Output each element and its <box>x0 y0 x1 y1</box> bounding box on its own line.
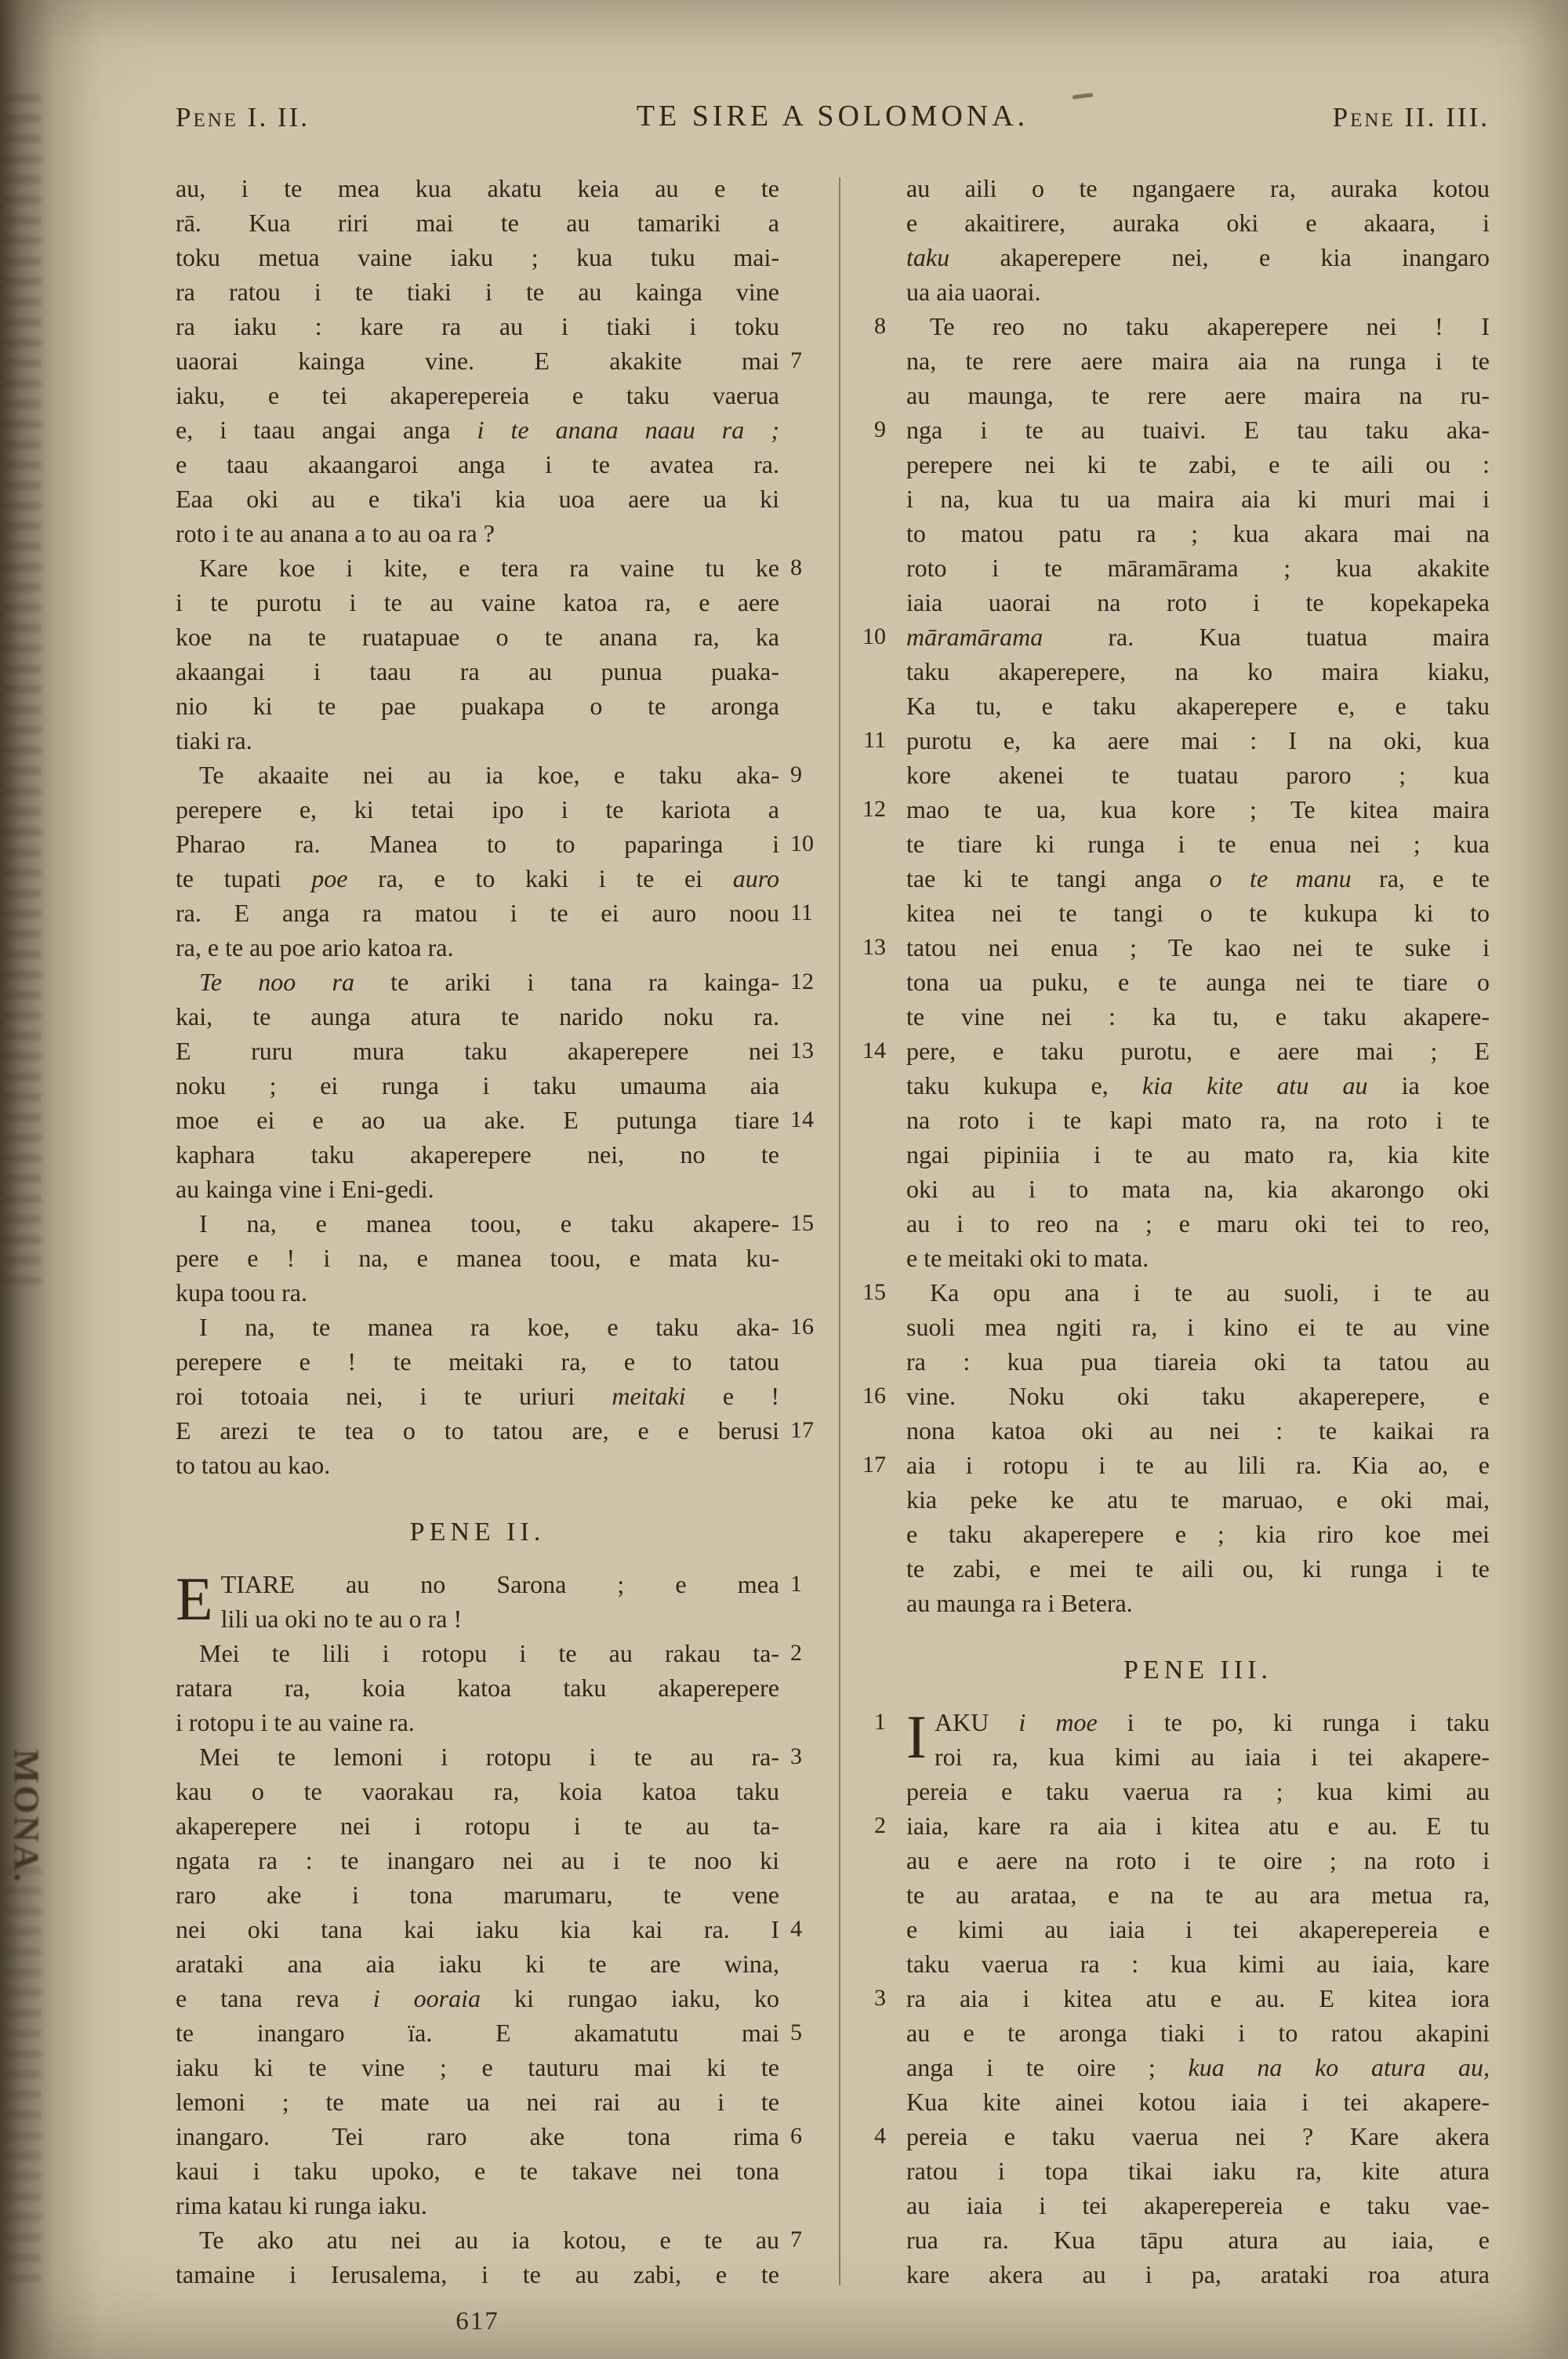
text-line: na, te rere aere maira aia na runga i te <box>906 347 1490 375</box>
text-line: ua aia uaorai. <box>906 278 1041 306</box>
text-line: IAKU i moe i te po, ki runga i taku 1 <box>906 1705 1490 1739</box>
text-line: tiaki ra. <box>176 726 252 754</box>
text-line: rua ra. Kua tāpu atura au iaia, e <box>906 2226 1490 2254</box>
verse-number: 1 <box>874 1709 886 1735</box>
text-line: kau o te vaorakau ra, koia katoa taku <box>176 1777 779 1805</box>
text-line: au i to reo na ; e maru oki tei to reo, <box>906 1209 1490 1238</box>
verse-number: 16 <box>862 1383 886 1408</box>
text-line: Eaa oki au e tika'i kia uoa aere ua ki <box>176 485 779 513</box>
verse-number: 14 <box>790 1107 814 1132</box>
text-line: e taku akaperepere e ; kia riro koe mei <box>906 1520 1490 1548</box>
verse-number: 7 <box>790 347 802 373</box>
verse-number: 8 <box>874 313 886 339</box>
text-line: ra ratou i te tiaki i te au kainga vine <box>176 278 779 306</box>
text-line: perepere e ! te meitaki ra, e to tatou <box>176 1347 779 1376</box>
text-line: rā. Kua riri mai te au tamariki a <box>176 209 779 237</box>
text-line: māramārama ra. Kua tuatua maira 10 <box>906 620 1490 654</box>
text-line: anga i te oire ; kua na ko atura au, <box>906 2053 1490 2081</box>
verse-number: 2 <box>874 1812 886 1838</box>
text-line: I na, e manea toou, e taku akapere- 15 <box>176 1206 779 1241</box>
column-left <box>176 171 814 2292</box>
verse-number: 10 <box>862 623 886 649</box>
text-line: au maunga ra i Betera. <box>906 1589 1133 1617</box>
column-right <box>862 171 1490 2292</box>
text-line: E arezi te tea o to tatou are, e e berusi 17 <box>176 1413 779 1448</box>
text-line: tona ua puku, e te aunga nei te tiare o <box>906 968 1490 996</box>
page-edge-bleed <box>5 1866 41 2290</box>
text-line: e, i taau angai anga i te anana naau ra ; <box>176 416 780 444</box>
text-line: roi totoaia nei, i te uriuri meitaki e ! <box>176 1382 780 1410</box>
text-line: taku vaerua ra : kua kimi au iaia, kare <box>906 1950 1490 1978</box>
text-line: oki au i to mata na, kia akarongo oki <box>906 1175 1490 1203</box>
verse-number: 7 <box>790 2226 802 2252</box>
running-head-left: Pene I. II. <box>176 102 310 133</box>
running-head <box>176 99 1490 140</box>
text-line: ra, e te au poe ario katoa ra. <box>176 933 454 961</box>
text-line: pereia e taku vaerua nei ? Kare akera 4 <box>906 2119 1490 2154</box>
text-line: Mei te lemoni i rotopu i te au ra- 3 <box>176 1739 779 1774</box>
text-line: akaperepere nei i rotopu i te au ta- <box>176 1812 779 1840</box>
text-line: e taau akaangaroi anga i te avatea ra. <box>176 450 779 478</box>
text-line: taku akaperepere nei, e kia inangaro <box>906 243 1490 271</box>
text-line: te inangaro ïa. E akamatutu mai 5 <box>176 2016 779 2050</box>
page-edge-bleed <box>5 94 41 1294</box>
text-line: kupa toou ra. <box>176 1278 307 1307</box>
text-line: au e aere na roto i te oire ; na roto i <box>906 1846 1490 1874</box>
verse-number: 3 <box>790 1743 802 1769</box>
text-line: moe ei e ao ua ake. E putunga tiare 14 <box>176 1103 779 1137</box>
text-line: tamaine i Ierusalema, i te au zabi, e te <box>176 2260 779 2288</box>
verse-number: 9 <box>874 416 886 442</box>
text-line: nona katoa oki au nei : te kaikai ra <box>906 1416 1490 1445</box>
text-line: na roto i te kapi mato ra, na roto i te <box>906 1106 1490 1134</box>
verse-number: 10 <box>790 831 814 856</box>
verse-number: 15 <box>790 1210 814 1236</box>
text-line: perepere nei ki te zabi, e te aili ou : <box>906 450 1490 478</box>
text-line: au aili o te ngangaere ra, auraka kotou <box>906 174 1490 202</box>
verse-number: 4 <box>790 1916 802 1942</box>
text-line: tatou nei enua ; Te kao nei te suke i 13 <box>906 930 1490 965</box>
text-line: iaku ki te vine ; e tauturu mai ki te <box>176 2053 779 2081</box>
text-line: au maunga, te rere aere maira na ru- <box>906 381 1490 409</box>
text-line: e tana reva i ooraia ki rungao iaku, ko <box>176 1984 780 2012</box>
verse-number: 17 <box>862 1452 886 1478</box>
verse-number: 11 <box>863 727 886 753</box>
verse-number: 16 <box>790 1314 814 1339</box>
text-line: uaorai kainga vine. E akakite mai 7 <box>176 343 779 378</box>
running-head-right: Pene II. III. <box>1332 102 1490 133</box>
text-line: lili ua oki no te au o ra ! <box>220 1605 463 1633</box>
verse-number: 11 <box>790 900 813 925</box>
text-line: purotu e, ka aere mai : I na oki, kua 11 <box>906 723 1490 758</box>
text-line: iaia, kare ra aia i kitea atu e au. E tu 2 <box>906 1808 1490 1843</box>
text-line: ra iaku : kare ra au i tiaki i toku <box>176 312 779 340</box>
text-line: Te akaaite nei au ia koe, e taku aka- 9 <box>176 758 779 792</box>
text-line: i te purotu i te au vaine katoa ra, e aere <box>176 588 779 616</box>
text-line: Te ako atu nei au ia kotou, e te au 7 <box>176 2223 779 2257</box>
text-line: ETIARE au no Sarona ; e mea 1 <box>176 1567 779 1601</box>
text-line: ratara ra, koia katoa taku akaperepere <box>176 1674 779 1702</box>
verse-number: 13 <box>790 1038 814 1063</box>
verse-number: 12 <box>790 969 814 994</box>
text-line: taku akaperepere, na ko maira kiaku, <box>906 657 1490 685</box>
text-line: Pharao ra. Manea to to paparinga i 10 <box>176 827 779 861</box>
text-line: ra. E anga ra matou i te ei auro noou 11 <box>176 896 779 930</box>
verse-number: 8 <box>790 554 802 580</box>
text-line: ngai pipiniia i te au mato ra, kia kite <box>906 1140 1490 1169</box>
text-line: mao te ua, kua kore ; Te kitea maira 12 <box>906 792 1490 827</box>
text-line: E ruru mura taku akaperepere nei 13 <box>176 1034 779 1068</box>
page-title: TE SIRE A SOLOMONA. <box>636 100 1029 133</box>
verse-number: 9 <box>790 761 802 787</box>
text-line: pere e ! i na, e manea toou, e mata ku- <box>176 1244 779 1272</box>
text-line: vine. Noku oki taku akaperepere, e 16 <box>906 1379 1490 1413</box>
text-line: ratou i topa tikai iaku ra, kite atura <box>906 2157 1490 2185</box>
text-line: perepere e, ki tetai ipo i te kariota a <box>176 795 779 823</box>
text-line: nei oki tana kai iaku kia kai ra. I 4 <box>176 1912 779 1946</box>
text-line: i rotopu i te au vaine ra. <box>176 1708 415 1736</box>
text-line: te zabi, e mei te aili ou, ki runga i te <box>906 1554 1490 1583</box>
text-line: ra : kua pua tiareia oki ta tatou au <box>906 1347 1490 1376</box>
text-line: taku kukupa e, kia kite atu au ia koe <box>906 1071 1490 1100</box>
text-line: kare akera au i pa, arataki roa atura <box>906 2260 1490 2288</box>
text-line: iaia uaorai na roto i te kopekapeka <box>906 588 1490 616</box>
verse-number: 3 <box>874 1985 886 2011</box>
text-line: to matou patu ra ; kua akara mai na <box>906 519 1490 547</box>
text-line: I na, te manea ra koe, e taku aka- 16 <box>176 1310 779 1344</box>
text-line: kore akenei te tuatau paroro ; kua <box>906 761 1490 789</box>
text-line: nga i te au tuaivi. E tau taku aka- 9 <box>906 413 1490 447</box>
text-line: e kimi au iaia i tei akaperepereia e <box>906 1915 1490 1943</box>
text-line: kaphara taku akaperepere nei, no te <box>176 1140 779 1169</box>
text-line: kaui i taku upoko, e te takave nei tona <box>176 2157 779 2185</box>
text-line: koe na te ruatapuae o te anana ra, ka <box>176 623 779 651</box>
text-line: ra aia i kitea atu e au. E kitea iora 3 <box>906 1981 1490 2016</box>
text-line: Ka tu, e taku akaperepere e, e taku <box>906 692 1490 720</box>
verse-number: 12 <box>862 796 886 822</box>
chapter-heading: PENE II. <box>409 1518 546 1547</box>
verse-number: 6 <box>790 2123 802 2149</box>
drop-cap: I <box>906 1703 927 1771</box>
text-line: Mei te lili i rotopu i te au rakau ta- 2 <box>176 1636 779 1670</box>
text-line: Te reo no taku akaperepere nei ! I 8 <box>906 309 1490 343</box>
text-line: roto i te māramārama ; kua akakite <box>906 554 1490 582</box>
text-line: suoli mea ngiti ra, i kino ei te au vine <box>906 1313 1490 1341</box>
text-line: au e te aronga tiaki i to ratou akapini <box>906 2019 1490 2047</box>
verse-number: 14 <box>862 1038 886 1063</box>
chapter-heading: PENE III. <box>1123 1656 1272 1685</box>
verse-number: 2 <box>790 1640 802 1666</box>
text-line: toku metua vaine iaku ; kua tuku mai- <box>176 243 779 271</box>
text-line: arataki ana aia iaku ki te are wina, <box>176 1950 779 1978</box>
text-line: Kua kite ainei kotou iaia i tei akapere- <box>906 2088 1490 2116</box>
text-line: roi ra, kua kimi au iaia i tei akapere- <box>934 1743 1490 1771</box>
text-line: kitea nei te tangi o te kukupa ki to <box>906 899 1490 927</box>
text-line: te tupati poe ra, e to kaki i te ei auro <box>176 864 780 892</box>
drop-cap: E <box>176 1565 213 1633</box>
text-line: te au arataa, e na te au ara metua ra, <box>906 1881 1490 1909</box>
text-line: pereia e taku vaerua ra ; kua kimi au <box>906 1777 1490 1805</box>
text-line: nio ki te pae puakapa o te aronga <box>176 692 779 720</box>
text-line: inangaro. Tei raro ake tona rima 6 <box>176 2119 779 2154</box>
text-line: te tiare ki runga i te enua nei ; kua <box>906 830 1490 858</box>
text-line: e akaitirere, auraka oki e akaara, i <box>906 209 1490 237</box>
verse-number: 17 <box>790 1417 814 1443</box>
page-number: 617 <box>456 2307 499 2335</box>
text-line: kai, te aunga atura te narido noku ra. <box>176 1002 779 1030</box>
column-divider <box>839 177 840 2285</box>
text-line: Ka opu ana i te au suoli, i te au 15 <box>906 1275 1490 1310</box>
text-line: te vine nei : ka tu, e taku akapere- <box>906 1002 1490 1030</box>
text-line: i na, kua tu ua maira aia ki muri mai i <box>906 485 1490 513</box>
text-line: pere, e taku purotu, e aere mai ; E 14 <box>906 1034 1490 1068</box>
text-line: Te noo ra te ariki i tana ra kainga- 12 <box>176 965 779 999</box>
text-line: noku ; ei runga i taku umauma aia <box>176 1071 779 1100</box>
text-line: e te meitaki oki to mata. <box>906 1244 1149 1272</box>
text-line: au, i te mea kua akatu keia au e te <box>176 174 779 202</box>
verse-number: 15 <box>862 1279 886 1305</box>
text-line: roto i te au anana a to au oa ra ? <box>176 519 495 547</box>
text-line: to tatou au kao. <box>176 1451 331 1479</box>
spine-bleed-text: MONA. <box>6 1749 47 1885</box>
text-line: lemoni ; te mate ua nei rai au i te <box>176 2088 779 2116</box>
verse-number: 4 <box>874 2123 886 2149</box>
text-line: tae ki te tangi anga o te manu ra, e te <box>906 864 1490 892</box>
text-line: iaku, e tei akaperepereia e taku vaerua <box>176 381 779 409</box>
text-line: au iaia i tei akaperepereia e taku vae- <box>906 2191 1490 2219</box>
text-line: ngata ra : te inangaro nei au i te noo ki <box>176 1846 779 1874</box>
text-line: akaangai i taau ra au punua puaka- <box>176 657 779 685</box>
text-line: aia i rotopu i te au lili ra. Kia ao, e 17 <box>906 1448 1490 1482</box>
text-line: raro ake i tona marumaru, te vene <box>176 1881 779 1909</box>
text-line: Kare koe i kite, e tera ra vaine tu ke 8 <box>176 551 779 585</box>
text-line: au kainga vine i Eni-gedi. <box>176 1175 434 1203</box>
verse-number: 1 <box>790 1571 802 1597</box>
text-line: rima katau ki runga iaku. <box>176 2191 427 2219</box>
verse-number: 13 <box>862 934 886 960</box>
text-line: kia peke ke atu te maruao, e oki mai, <box>906 1485 1490 1514</box>
verse-number: 5 <box>790 2019 802 2045</box>
